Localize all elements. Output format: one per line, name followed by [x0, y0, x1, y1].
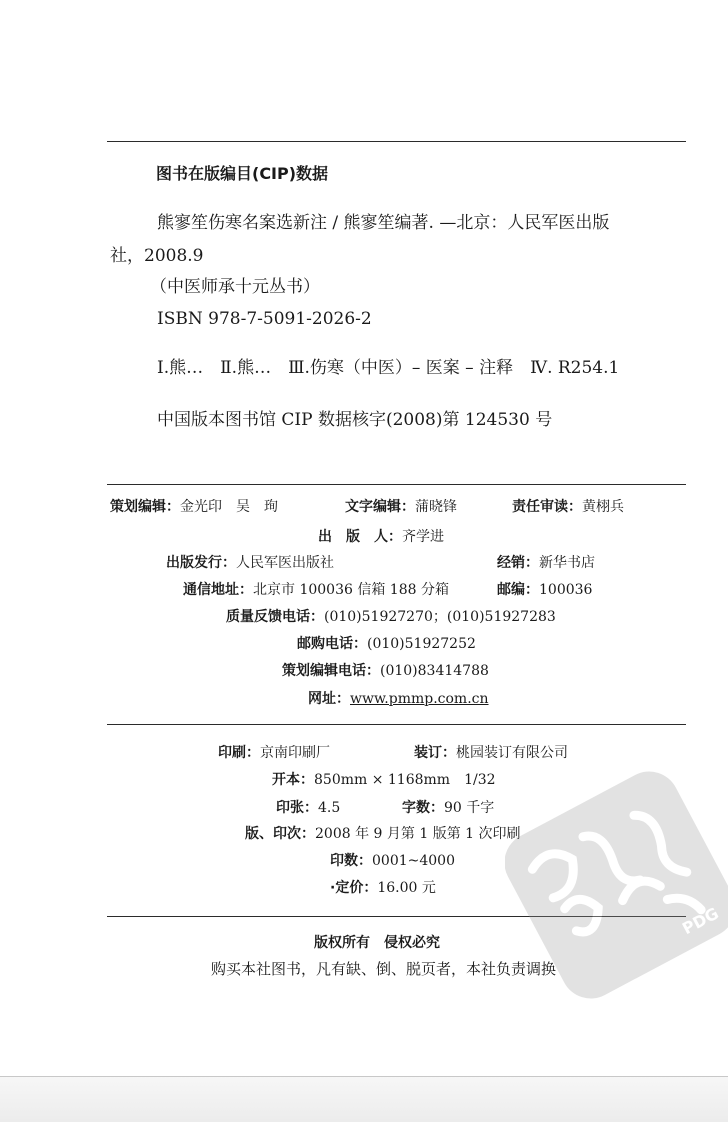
- printer-row: [218, 746, 330, 760]
- sheets-value: 4.5: [318, 800, 341, 816]
- reviewer-value: 黄栩兵: [582, 499, 624, 515]
- address-row: [183, 583, 449, 597]
- address-label: 通信地址：: [183, 582, 253, 598]
- cip-entry-line2: 社，2008.9: [110, 246, 204, 266]
- cip-heading: 图书在版编目(CIP)数据: [156, 164, 329, 183]
- issuer-label: 出版发行：: [166, 555, 236, 571]
- sheets-row: [276, 801, 340, 815]
- top-rule: [107, 141, 686, 142]
- planning-editor-row: [110, 500, 278, 514]
- text-editor-row: [345, 500, 457, 514]
- feedback-value: (010)51927270；(010)51927283: [324, 609, 556, 625]
- reviewer-label: 责任审读：: [512, 499, 582, 515]
- feedback-row: [226, 610, 556, 624]
- editor-phone-value: (010)83414788: [380, 663, 489, 679]
- page-bottom-edge: [0, 1076, 728, 1122]
- publisher-person-row: [318, 530, 444, 544]
- binding-value: 桃园装订有限公司: [456, 745, 568, 761]
- cip-series: （中医师承十元丛书）: [150, 277, 320, 297]
- price-label: ·定价：: [330, 880, 378, 896]
- upper-print-rule: [107, 724, 686, 725]
- return-policy: 购买本社图书，凡有缺、倒、脱页者，本社负责调换: [211, 960, 557, 978]
- printer-value: 京南印刷厂: [260, 745, 330, 761]
- planning-editor-label: 策划编辑：: [110, 499, 180, 515]
- mail-order-row: [297, 637, 476, 651]
- issuer-value: 人民军医出版社: [236, 555, 334, 571]
- edition-label: 版、印次：: [245, 826, 315, 842]
- feedback-label: 质量反馈电话：: [226, 609, 324, 625]
- rights-notice: 版权所有 侵权必究: [314, 935, 440, 951]
- publisher-person-value: 齐学进: [402, 529, 444, 545]
- page-bottom-edge-line: [0, 1076, 728, 1077]
- text-editor-label: 文字编辑：: [345, 499, 415, 515]
- sheets-label: 印张：: [276, 800, 318, 816]
- binding-row: [414, 746, 568, 760]
- distributor-value: 新华书店: [539, 555, 595, 571]
- text-editor-value: 蒲晓锋: [415, 499, 457, 515]
- format-label: 开本：: [272, 772, 314, 788]
- cip-entry-line1: 熊寥笙伤寒名案选新注 / 熊寥笙编著. —北京：人民军医出版: [157, 213, 610, 233]
- words-value: 90 千字: [444, 800, 495, 816]
- price-value: 16.00 元: [377, 880, 436, 896]
- print-run-value: 0001~4000: [372, 853, 455, 869]
- website-row: [308, 692, 489, 706]
- issuer-row: [166, 556, 334, 570]
- address-value: 北京市 100036 信箱 188 分箱: [253, 582, 449, 598]
- binding-label: 装订：: [414, 745, 456, 761]
- reviewer-row: [512, 500, 624, 514]
- cip-verification: 中国版本图书馆 CIP 数据核字(2008)第 124530 号: [157, 410, 553, 430]
- editor-phone-row: [282, 664, 489, 678]
- postcode-value: 100036: [539, 582, 593, 598]
- edition-value: 2008 年 9 月第 1 版第 1 次印刷: [315, 826, 521, 842]
- planning-editor-value: 金光印 吴 珣: [180, 499, 278, 515]
- cip-classification: Ⅰ.熊… Ⅱ.熊… Ⅲ.伤寒（中医）– 医案 – 注释 Ⅳ. R254.1: [157, 358, 620, 378]
- distributor-label: 经销：: [497, 555, 539, 571]
- edition-row: [245, 827, 521, 841]
- postcode-row: [497, 583, 592, 597]
- distributor-row: [497, 556, 595, 570]
- website-link[interactable]: www.pmmp.com.cn: [350, 691, 489, 707]
- words-label: 字数：: [402, 800, 444, 816]
- watermark-text: PDG: [679, 903, 722, 939]
- pdg-watermark: [505, 770, 728, 1000]
- postcode-label: 邮编：: [497, 582, 539, 598]
- price-row: [330, 881, 436, 895]
- format-value: 850mm × 1168mm 1/32: [314, 772, 496, 788]
- mail-order-label: 邮购电话：: [297, 636, 367, 652]
- publisher-person-label: 出 版 人：: [318, 529, 402, 545]
- print-run-row: [330, 854, 455, 868]
- mid-rule: [107, 484, 686, 485]
- website-label: 网址：: [308, 691, 350, 707]
- editor-phone-label: 策划编辑电话：: [282, 663, 380, 679]
- format-row: [272, 773, 496, 787]
- print-run-label: 印数：: [330, 853, 372, 869]
- printer-label: 印刷：: [218, 745, 260, 761]
- cip-isbn: ISBN 978-7-5091-2026-2: [157, 309, 372, 329]
- mail-order-value: (010)51927252: [367, 636, 476, 652]
- words-row: [402, 801, 494, 815]
